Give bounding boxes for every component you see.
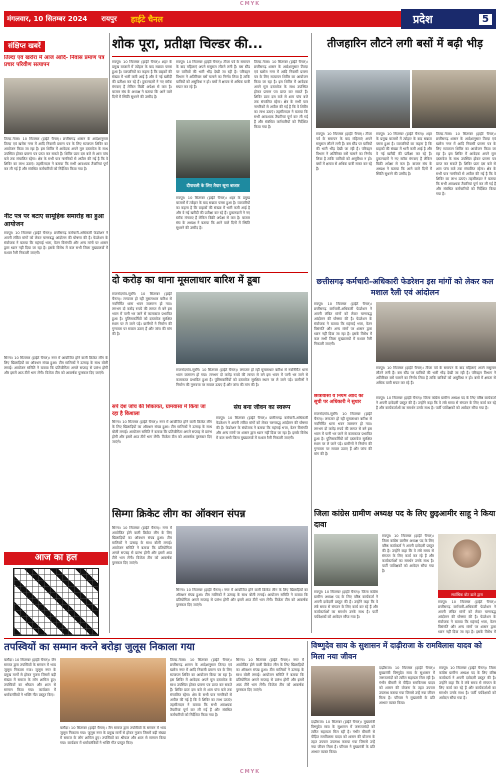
brief-news-box: [4, 33, 108, 351]
section-tab: [401, 9, 496, 29]
flood-top-rule: [112, 272, 308, 273]
dateline-bar: [4, 11, 401, 27]
bottom-cmyk-mark: [0, 768, 500, 776]
federation-body-4: रायपुर। 10 सितम्बर (हाईटे चैनल)। जिला कांग्रेस ग्रामीण अध्यक्ष पद के लिए वरिष्ठ कार्यकर्ता ने अपनी दावेदारी प्रस्तुत की है। उन्होंने कहा कि वे लंबे समय से संगठन के लिए कार्य कर रहे हैं और कार्यकर्ताओं का समर्थन उनके साथ है। पार्टी पर्यवेक्षकों को आवेदन सौंपा गया है।: [376, 396, 496, 410]
flood-body-2: राजनांदगांव-सुरगि। 10 सितम्बर (हाईटे चैनल)। लगातार हो रही मूसलाधार बारिश से नवनिर्मित थाना भवन जलमग्न हो गया। लगभग दो करोड़ रुपये की लागत से बने इस भवन में पानी भर जाने से कामकाज प्रभावित हुआ है। पुलिसकर्मियों को दस्तावेज सुरक्षित स्थान पर ले जाने पड़े। ग्रामीणों ने निर्माण की गुणवत्ता पर सवाल उठाए हैं और जांच की मांग की है।: [176, 368, 308, 387]
dateline: मंगलवार, 10 सितम्बर 2024: [7, 14, 88, 23]
cricket-body-2: सिम्गा। 10 सितम्बर (हाईटे चैनल)। नगर में आयोजित होने वाली क्रिकेट लीग के लिए खिलाड़ियों का ऑक्शन संपन्न हुआ। टीम मालिकों ने उत्साह के साथ बोली लगाई। आयोजन समिति ने बताया कि प्रतियोगिता अगले सप्ताह से प्रारंभ होगी और इसमें आठ टीमें भाग लेंगी। विजेता टीम को आकर्षक पुरस्कार दिए जाएंगे।: [176, 588, 308, 607]
puzzle-label: आज का हल: [4, 552, 108, 565]
mourning-body-4: तिल्दा-नेवरा। 10 सितम्बर (हाईटे चैनल)। छत्तीसगढ़ शासन के आदेशानुसार तिल्दा एवं खरोरा नगर में आदि निवासी प्रमाण पत्र के लिए सत्यापन शिविर का आयोजन किया जा रहा है। इस शिविर में आवेदक अपने मूल दस्तावेज के साथ उपस्थित होकर प्रमाण पत्र प्राप्त कर सकते हैं। शिविर प्रातः दस बजे से शाम पांच बजे तक संचालित रहेगा। क्षेत्र के सभी पात्र नागरिकों से अपील की गई है कि वे शिविर का लाभ उठाएं। तहसीलदार ने बताया कि सभी आवश्यक तैयारियां पूर्ण कर ली गई हैं और संबंधित कर्मचारियों को निर्देशित किया गया है।: [254, 60, 308, 129]
section-title: प्रदेश: [413, 12, 433, 26]
flood-photo: [176, 292, 308, 364]
cmyk-label: CMYK: [239, 1, 261, 7]
top-cmyk-mark: [0, 0, 500, 8]
cricket-photo: [176, 526, 308, 584]
federation-body-1: रायपुर। 10 सितम्बर (हाईटे चैनल)। छत्तीसगढ़ कर्मचारी-अधिकारी फेडरेशन ने अपनी लंबित मांगों को लेकर चरणबद्ध आंदोलन की घोषणा की है। फेडरेशन के संयोजक ने बताया कि महंगाई भत्ता, वेतन विसंगति और अन्य मांगों पर शासन द्वारा ध्यान नहीं दिया जा रहा है। इसके विरोध में कल सभी जिला मुख्यालयों में मशाल रैली निकाली जाएगी।: [314, 302, 372, 346]
flood-body-1: राजनांदगांव-सुरगि। 10 सितम्बर (हाईटे चैनल)। लगातार हो रही मूसलाधार बारिश से नवनिर्मित थाना भवन जलमग्न हो गया। लगभग दो करोड़ रुपये की लागत से बने इस भवन में पानी भर जाने से कामकाज प्रभावित हुआ है। पुलिसकर्मियों को दस्तावेज सुरक्षित स्थान पर ले जाने पड़े। ग्रामीणों ने निर्माण की गुणवत्ता पर सवाल उठाए हैं और जांच की मांग की है।: [112, 292, 172, 336]
cricket-headline: सिम्गा क्रिकेट लीग का ऑक्शन संपन्न: [112, 509, 246, 520]
federation-sub-headline: छात्रावासों व नियम आदि को सूची पर अधिकारी ने सुधार: [314, 394, 364, 405]
panchayat-portrait-caption: [438, 590, 496, 598]
tapasvi-body-3: तिल्दा-नेवरा। 10 सितम्बर (हाईटे चैनल)। छत्तीसगढ़ शासन के आदेशानुसार तिल्दा एवं खरोरा नगर में आदि निवासी प्रमाण पत्र के लिए सत्यापन शिविर का आयोजन किया जा रहा है। इस शिविर में आवेदक अपने मूल दस्तावेज के साथ उपस्थित होकर प्रमाण पत्र प्राप्त कर सकते हैं। शिविर प्रातः दस बजे से शाम पांच बजे तक संचालित रहेगा। क्षेत्र के सभी पात्र नागरिकों से अपील की गई है कि वे शिविर का लाभ उठाएं। तहसीलदार ने बताया कि सभी आवश्यक तैयारियां पूर्ण कर ली गई हैं और संबंधित कर्मचारियों को निर्देशित किया गया है।: [170, 658, 232, 717]
tapasvi-photo: [60, 658, 166, 722]
brief-news-label: संक्षिप्त खबरें: [4, 41, 45, 52]
return-photo-1: [316, 70, 410, 128]
brief-headline: तिल्दा एवं खरोरा में आज आदि- निवास प्रमाण पत्र प्रचार परिवीण सत्यापन: [4, 55, 105, 68]
puzzle-grid: [13, 568, 99, 636]
tapasvi-headline: तपस्वियों का सम्मान करने बरोड़ा जुलूस निकाला गया: [4, 642, 195, 653]
cmyk-label-bottom: CMYK: [239, 769, 261, 775]
page-number: 5: [479, 14, 492, 25]
brief-body: तिल्दा-नेवरा। 10 सितम्बर (हाईटे चैनल)। छत्तीसगढ़ शासन के आदेशानुसार तिल्दा एवं खरोरा नगर में आदि निवासी प्रमाण पत्र के लिए सत्यापन शिविर का आयोजन किया जा रहा है। इस शिविर में आवेदक अपने मूल दस्तावेज के साथ उपस्थित होकर प्रमाण पत्र प्राप्त कर सकते हैं। शिविर प्रातः दस बजे से शाम पांच बजे तक संचालित रहेगा। क्षेत्र के सभी पात्र नागरिकों से अपील की गई है कि वे शिविर का लाभ उठाएं। तहसीलदार ने बताया कि सभी आवश्यक तैयारियां पूर्ण कर ली गई हैं और संबंधित कर्मचारियों को निर्देशित किया गया है।: [4, 137, 108, 171]
panchayat-body-1: रायपुर। 10 सितम्बर (हाईटे चैनल)। जिला कांग्रेस ग्रामीण अध्यक्ष पद के लिए वरिष्ठ कार्यकर्ता ने अपनी दावेदारी प्रस्तुत की है। उन्होंने कहा कि वे लंबे समय से संगठन के लिए कार्य कर रहे हैं और कार्यकर्ताओं का समर्थन उनके साथ है। पार्टी पर्यवेक्षकों को आवेदन सौंपा गया है।: [314, 590, 378, 619]
return-body-1: रायपुर। 10 सितम्बर (हाईटे चैनल)। तीजा पर्व के समापन के बाद महिलाएं अपने ससुराल लौटने लगी हैं। बस स्टैंड पर यात्रियों की भारी भीड़ देखी जा रही है। परिवहन विभाग ने अतिरिक्त बसें चलाने का निर्णय लिया है ताकि यात्रियों को असुविधा न हो। बसों में क्षमता से अधिक यात्री सफर कर रहे हैं।: [316, 132, 372, 171]
brief-sub-headline: नीट पत्र पर बटाए सामूहिक समारोह का हुआ आयोजन: [4, 213, 104, 228]
mourning-body-3: रायपुर। 10 सितम्बर (हाईटे चैनल)। शहर के प्रमुख बाजारों में त्योहार के बाद सन्नाटा पसरा हुआ है। व्यापारियों का कहना है कि ग्राहकों की संख्या में भारी कमी आई है और वे नई खरीदी की प्रतीक्षा कर रहे हैं। दुकानदारों ने नए स्टॉक मंगवाए हैं लेकिन बिक्री अपेक्षा से कम है। बाजार संघ के अध्यक्ष ने बताया कि आने वाले दिनों में स्थिति सुधरने की उम्मीद है।: [176, 196, 250, 230]
federation-photo: [376, 302, 496, 362]
column-divider-right: [311, 33, 312, 633]
vishnudev-body-2: दाढ़ीराजा। 10 सितम्बर (हाईटे चैनल)। मुख्यमंत्री विष्णुदेव साय के सुशासन में जरूरतमंदों को त्वरित सहायता मिल रही है। गंभीर बीमारी से पीड़ित रामविलास यादव को शासन की योजना के तहत उपचार उपलब्ध कराया गया जिससे उन्हें नया जीवन मिला है। परिवार ने मुख्यमंत्री के प्रति आभार व्यक्त किया।: [379, 666, 435, 705]
tapasvi-body-2: बलौदा। 10 सितम्बर (हाईटे चैनल)। जैन समाज द्वारा तपस्वियों के सम्मान में भव्य जुलूस निकाला गया। जुलूस नगर के प्रमुख मार्गों से होकर गुजरा जिसमें बड़ी संख्या में समाज के लोग शामिल हुए। तपस्वियों का श्रीफल और शाल से सम्मान किया गया। कार्यक्रम में धर्मावलंबियों ने भक्ति गीत प्रस्तुत किए।: [60, 726, 166, 745]
federation-body-3: राजनांदगांव-सुरगि। 10 सितम्बर (हाईटे चैनल)। लगातार हो रही मूसलाधार बारिश से नवनिर्मित थाना भवन जलमग्न हो गया। लगभग दो करोड़ रुपये की लागत से बने इस भवन में पानी भर जाने से कामकाज प्रभावित हुआ है। पुलिसकर्मियों को दस्तावेज सुरक्षित स्थान पर ले जाने पड़े। ग्रामीणों ने निर्माण की गुणवत्ता पर सवाल उठाए हैं और जांच की मांग की है।: [314, 412, 372, 456]
masthead: [4, 9, 496, 29]
puzzle-box: [4, 552, 108, 636]
vishnudev-headline: विष्णुदेव साय के सुशासन में दाढ़ीराजा के रामविलास यादव को मिला नया जीवन: [311, 641, 482, 661]
panchayat-headline: जिला कांग्रेस ग्रामीण अध्यक्ष पद के लिए छुइआमीर साहू ने किया दावा: [314, 509, 496, 529]
federation-body-2: रायपुर। 10 सितम्बर (हाईटे चैनल)। तीजा पर्व के समापन के बाद महिलाएं अपने ससुराल लौटने लगी हैं। बस स्टैंड पर यात्रियों की भारी भीड़ देखी जा रही है। परिवहन विभाग ने अतिरिक्त बसें चलाने का निर्णय लिया है ताकि यात्रियों को असुविधा न हो। बसों में क्षमता से अधिक यात्री सफर कर रहे हैं।: [376, 366, 496, 385]
mourning-body-2: रायपुर। 10 सितम्बर (हाईटे चैनल)। तीजा पर्व के समापन के बाद महिलाएं अपने ससुराल लौटने लगी हैं। बस स्टैंड पर यात्रियों की भारी भीड़ देखी जा रही है। परिवहन विभाग ने अतिरिक्त बसें चलाने का निर्णय लिया है ताकि यात्रियों को असुविधा न हो। बसों में क्षमता से अधिक यात्री सफर कर रहे हैं।: [176, 60, 250, 89]
flood-headline: दो करोड़ का थाना मूसलाधार बारिश में डूबा: [112, 275, 260, 286]
flood-sub-headline: सर्प दंश जांच की शिकायत, ग्रामवासा में किया जा रहा है किशाला: [112, 404, 206, 417]
mourning-rule: [112, 56, 308, 57]
mourning-photo: [176, 120, 250, 178]
panchayat-body-2: रायपुर। 10 सितम्बर (हाईटे चैनल)। जिला कांग्रेस ग्रामीण अध्यक्ष पद के लिए वरिष्ठ कार्यकर्ता ने अपनी दावेदारी प्रस्तुत की है। उन्होंने कहा कि वे लंबे समय से संगठन के लिए कार्य कर रहे हैं और कार्यकर्ताओं का समर्थन उनके साथ है। पार्टी पर्यवेक्षकों को आवेदन सौंपा गया है।: [382, 534, 434, 573]
vishnudev-photo: [311, 666, 375, 716]
flood-sub-headline-2: संघ बना जीवन का स्वरूप: [233, 404, 291, 411]
vishnudev-body-1: दाढ़ीराजा। 10 सितम्बर (हाईटे चैनल)। मुख्यमंत्री विष्णुदेव साय के सुशासन में जरूरतमंदों को त्वरित सहायता मिल रही है। गंभीर बीमारी से पीड़ित रामविलास यादव को शासन की योजना के तहत उपचार उपलब्ध कराया गया जिससे उन्हें नया जीवन मिला है। परिवार ने मुख्यमंत्री के प्रति आभार व्यक्त किया।: [311, 720, 375, 754]
mourning-caption-text: दीपावली के लिए तैयार सूना बाजार: [186, 182, 240, 188]
mourning-body-1: रायपुर। 10 सितम्बर (हाईटे चैनल)। शहर के प्रमुख बाजारों में त्योहार के बाद सन्नाटा पसरा हुआ है। व्यापारियों का कहना है कि ग्राहकों की संख्या में भारी कमी आई है और वे नई खरीदी की प्रतीक्षा कर रहे हैं। दुकानदारों ने नए स्टॉक मंगवाए हैं लेकिन बिक्री अपेक्षा से कम है। बाजार संघ के अध्यक्ष ने बताया कि आने वाले दिनों में स्थिति सुधरने की उम्मीद है।: [112, 60, 172, 99]
cricket-body-1: सिम्गा। 10 सितम्बर (हाईटे चैनल)। नगर में आयोजित होने वाली क्रिकेट लीग के लिए खिलाड़ियों का ऑक्शन संपन्न हुआ। टीम मालिकों ने उत्साह के साथ बोली लगाई। आयोजन समिति ने बताया कि प्रतियोगिता अगले सप्ताह से प्रारंभ होगी और इसमें आठ टीमें भाग लेंगी। विजेता टीम को आकर्षक पुरस्कार दिए जाएंगे।: [112, 526, 172, 565]
panchayat-body-3: रायपुर। 10 सितम्बर (हाईटे चैनल)। छत्तीसगढ़ कर्मचारी-अधिकारी फेडरेशन ने अपनी लंबित मांगों को लेकर चरणबद्ध आंदोलन की घोषणा की है। फेडरेशन के संयोजक ने बताया कि महंगाई भत्ता, वेतन विसंगति और अन्य मांगों पर शासन द्वारा ध्यान नहीं दिया जा रहा है। इसके विरोध में: [438, 600, 496, 634]
return-body-3: तिल्दा-नेवरा। 10 सितम्बर (हाईटे चैनल)। छत्तीसगढ़ शासन के आदेशानुसार तिल्दा एवं खरोरा नगर में आदि निवासी प्रमाण पत्र के लिए सत्यापन शिविर का आयोजन किया जा रहा है। इस शिविर में आवेदक अपने मूल दस्तावेज के साथ उपस्थित होकर प्रमाण पत्र प्राप्त कर सकते हैं। शिविर प्रातः दस बजे से शाम पांच बजे तक संचालित रहेगा। क्षेत्र के सभी पात्र नागरिकों से अपील की गई है कि वे शिविर का लाभ उठाएं। तहसीलदार ने बताया कि सभी आवश्यक तैयारियां पूर्ण कर ली गई हैं और संबंधित कर्मचारियों को निर्देशित किया गया है।: [436, 132, 496, 196]
mourning-photo-caption: [176, 178, 250, 192]
panchayat-portrait: [438, 534, 496, 590]
return-body-2: रायपुर। 10 सितम्बर (हाईटे चैनल)। शहर के प्रमुख बाजारों में त्योहार के बाद सन्नाटा पसरा हुआ है। व्यापारियों का कहना है कि ग्राहकों की संख्या में भारी कमी आई है और वे नई खरीदी की प्रतीक्षा कर रहे हैं। दुकानदारों ने नए स्टॉक मंगवाए हैं लेकिन बिक्री अपेक्षा से कम है। बाजार संघ के अध्यक्ष ने बताया कि आने वाले दिनों में स्थिति सुधरने की उम्मीद है।: [376, 132, 432, 176]
flood-body-4: रायपुर। 10 सितम्बर (हाईटे चैनल)। छत्तीसगढ़ कर्मचारी-अधिकारी फेडरेशन ने अपनी लंबित मांगों को लेकर चरणबद्ध आंदोलन की घोषणा की है। फेडरेशन के संयोजक ने बताया कि महंगाई भत्ता, वेतन विसंगति और अन्य मांगों पर शासन द्वारा ध्यान नहीं दिया जा रहा है। इसके विरोध में कल सभी जिला मुख्यालयों में मशाल रैली निकाली जाएगी।: [216, 416, 308, 440]
return-photo-2: [412, 70, 496, 128]
mourning-headline: शोक पूरा, प्रतीक्षा चिल्डर की...: [112, 37, 263, 52]
tapasvi-body-4: सिम्गा। 10 सितम्बर (हाईटे चैनल)। नगर में आयोजित होने वाली क्रिकेट लीग के लिए खिलाड़ियों का ऑक्शन संपन्न हुआ। टीम मालिकों ने उत्साह के साथ बोली लगाई। आयोजन समिति ने बताया कि प्रतियोगिता अगले सप्ताह से प्रारंभ होगी और इसमें आठ टीमें भाग लेंगी। विजेता टीम को आकर्षक पुरस्कार दिए जाएंगे।: [236, 658, 304, 692]
brief-photo: [4, 78, 108, 134]
left-lower-body: सिम्गा। 10 सितम्बर (हाईटे चैनल)। नगर में आयोजित होने वाली क्रिकेट लीग के लिए खिलाड़ियों का ऑक्शन संपन्न हुआ। टीम मालिकों ने उत्साह के साथ बोली लगाई। आयोजन समिति ने बताया कि प्रतियोगिता अगले सप्ताह से प्रारंभ होगी और इसमें आठ टीमें भाग लेंगी। विजेता टीम को आकर्षक पुरस्कार दिए जाएंगे।: [4, 356, 108, 375]
federation-headline: छत्तीसगढ़ कर्मचारी-अधिकारी फेडरेशन इस मांगों को लेकर कल मशाल रैली एवं आंदोलन: [316, 277, 494, 297]
flood-body-3: सिम्गा। 10 सितम्बर (हाईटे चैनल)। नगर में आयोजित होने वाली क्रिकेट लीग के लिए खिलाड़ियों का ऑक्शन संपन्न हुआ। टीम मालिकों ने उत्साह के साथ बोली लगाई। आयोजन समिति ने बताया कि प्रतियोगिता अगले सप्ताह से प्रारंभ होगी और इसमें आठ टीमें भाग लेंगी। विजेता टीम को आकर्षक पुरस्कार दिए जाएंगे।: [112, 420, 212, 444]
return-headline: तीजहारिन लौटने लगी बसों में बढ़ी भीड़: [327, 37, 483, 50]
brand-logo: हाईटे चैनल: [130, 14, 163, 24]
bottom-top-rule: [4, 638, 496, 639]
tapasvi-body-1: बलौदा। 10 सितम्बर (हाईटे चैनल)। जैन समाज द्वारा तपस्वियों के सम्मान में भव्य जुलूस निकाला गया। जुलूस नगर के प्रमुख मार्गों से होकर गुजरा जिसमें बड़ी संख्या में समाज के लोग शामिल हुए। तपस्वियों का श्रीफल और शाल से सम्मान किया गया। कार्यक्रम में धर्मावलंबियों ने भक्ति गीत प्रस्तुत किए।: [4, 658, 56, 697]
city-label: रायपुर: [101, 14, 117, 23]
vishnudev-body-3: रायपुर। 10 सितम्बर (हाईटे चैनल)। जिला कांग्रेस ग्रामीण अध्यक्ष पद के लिए वरिष्ठ कार्यकर्ता ने अपनी दावेदारी प्रस्तुत की है। उन्होंने कहा कि वे लंबे समय से संगठन के लिए कार्य कर रहे हैं और कार्यकर्ताओं का समर्थन उनके साथ है। पार्टी पर्यवेक्षकों को आवेदन सौंपा गया है।: [439, 666, 496, 700]
portrait-caption-text: सर्वाधिक वोट डाले द्वारा: [451, 591, 483, 597]
brief-body-2: रायपुर। 10 सितम्बर (हाईटे चैनल)। छत्तीसगढ़ कर्मचारी-अधिकारी फेडरेशन ने अपनी लंबित मांगों को लेकर चरणबद्ध आंदोलन की घोषणा की है। फेडरेशन के संयोजक ने बताया कि महंगाई भत्ता, वेतन विसंगति और अन्य मांगों पर शासन द्वारा ध्यान नहीं दिया जा रहा है। इसके विरोध में कल सभी जिला मुख्यालयों में मशाल रैली निकाली जाएगी।: [4, 231, 108, 255]
panchayat-photo: [314, 534, 378, 586]
column-divider-left: [109, 33, 110, 633]
bottom-divider: [307, 641, 308, 767]
